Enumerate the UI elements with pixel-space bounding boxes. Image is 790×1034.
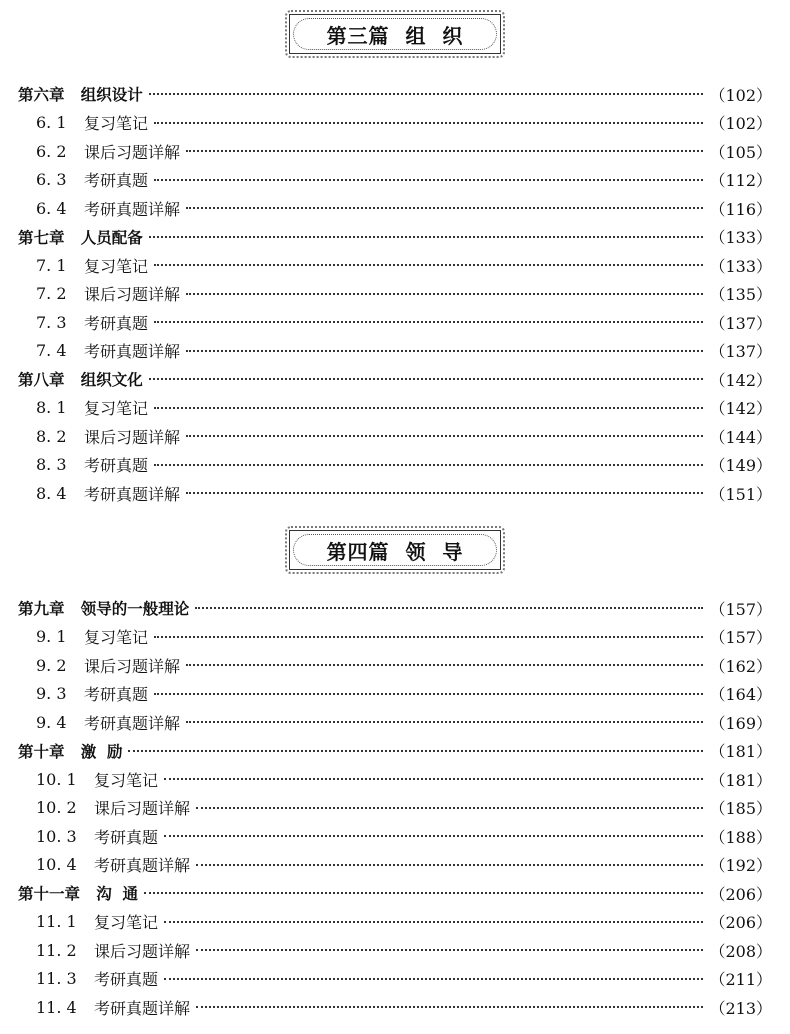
toc-section-row[interactable] [18, 680, 772, 709]
toc-section-row[interactable] [18, 965, 772, 994]
page-number: （192） [709, 856, 772, 876]
toc-chapter-row[interactable] [18, 879, 772, 908]
part-title: 第四篇 领 导 [326, 539, 464, 564]
page-number: （213） [709, 998, 772, 1018]
section-number: 6. 4 [36, 198, 67, 218]
dot-leader [154, 175, 703, 181]
section-title: 考研真题详解 [84, 342, 181, 362]
dot-leader [154, 403, 703, 409]
section-title: 考研真题详解 [84, 484, 181, 504]
toc-part-3 [18, 80, 772, 508]
page-number: （142） [709, 370, 772, 390]
dot-leader [196, 945, 703, 951]
dot-leader [196, 1002, 703, 1008]
page-number: （116） [709, 199, 772, 219]
chapter-title: 第八章 组织文化 [18, 371, 143, 390]
section-title: 课后习题详解 [84, 285, 181, 305]
section-number: 7. 2 [36, 284, 67, 304]
page-number: （188） [709, 827, 772, 847]
section-number: 8. 2 [36, 426, 67, 446]
dot-leader [164, 774, 703, 780]
toc-chapter-row[interactable] [18, 594, 772, 623]
page-number: （181） [709, 770, 772, 790]
dot-leader [154, 118, 703, 124]
section-number: 9. 4 [36, 712, 67, 732]
chapter-title: 第九章 领导的一般理论 [18, 600, 190, 619]
section-title: 考研真题详解 [94, 998, 191, 1018]
page-number: （102） [709, 114, 772, 134]
dot-leader [154, 460, 703, 466]
dot-leader [186, 660, 703, 666]
page-number: （208） [709, 941, 772, 961]
toc-chapter-row[interactable] [18, 737, 772, 766]
section-number: 11. 1 [36, 912, 77, 932]
dot-leader [186, 146, 703, 152]
page-number: （169） [709, 713, 772, 733]
section-number: 10. 4 [36, 855, 77, 875]
dot-leader [164, 974, 703, 980]
toc-chapter-row[interactable] [18, 365, 772, 394]
dot-leader [195, 603, 703, 609]
section-title: 课后习题详解 [94, 941, 191, 961]
dot-leader [186, 488, 703, 494]
dot-leader [149, 89, 704, 95]
chapter-title: 第六章 组织设计 [18, 86, 143, 105]
page-number: （162） [709, 656, 772, 676]
dot-leader [186, 431, 703, 437]
section-number: 7. 4 [36, 341, 67, 361]
toc-section-row[interactable] [18, 822, 772, 851]
part-banner-4 [289, 530, 501, 570]
part-banner-3 [289, 14, 501, 54]
toc-section-row[interactable] [18, 280, 772, 309]
dot-leader [196, 803, 703, 809]
section-title: 复习笔记 [94, 913, 159, 933]
section-title: 复习笔记 [84, 628, 149, 648]
page-number: （164） [709, 685, 772, 705]
toc-section-row[interactable] [18, 651, 772, 680]
section-number: 7. 3 [36, 312, 67, 332]
section-number: 10. 3 [36, 826, 77, 846]
page-number: （105） [709, 142, 772, 162]
section-number: 9. 3 [36, 684, 67, 704]
section-number: 7. 1 [36, 255, 67, 275]
dot-leader [186, 289, 703, 295]
toc-section-row[interactable] [18, 479, 772, 508]
toc-section-row[interactable] [18, 194, 772, 223]
page-number: （137） [709, 342, 772, 362]
page-number: （185） [709, 799, 772, 819]
page-number: （206） [709, 913, 772, 933]
page-number: （102） [709, 85, 772, 105]
section-number: 10. 1 [36, 769, 77, 789]
toc-section-row[interactable] [18, 394, 772, 423]
section-title: 考研真题 [94, 827, 159, 847]
toc-section-row[interactable] [18, 337, 772, 366]
dot-leader [186, 346, 703, 352]
section-number: 9. 1 [36, 627, 67, 647]
section-title: 复习笔记 [84, 399, 149, 419]
section-title: 考研真题 [84, 685, 149, 705]
dot-leader [164, 831, 703, 837]
page-number: （149） [709, 456, 772, 476]
section-number: 6. 1 [36, 113, 67, 133]
chapter-title: 第十一章 沟 通 [18, 885, 138, 904]
dot-leader [149, 232, 704, 238]
page-number: （133） [709, 228, 772, 248]
section-number: 9. 2 [36, 655, 67, 675]
section-title: 考研真题详解 [84, 199, 181, 219]
dot-leader [144, 888, 703, 894]
dot-leader [186, 203, 703, 209]
toc-section-row[interactable] [18, 137, 772, 166]
toc-section-row[interactable] [18, 623, 772, 652]
toc-part-4 [18, 594, 772, 1022]
page-number: （144） [709, 427, 772, 447]
page-number: （135） [709, 285, 772, 305]
dot-leader [154, 260, 703, 266]
section-number: 6. 2 [36, 141, 67, 161]
section-number: 6. 3 [36, 170, 67, 190]
section-number: 8. 1 [36, 398, 67, 418]
toc-chapter-row[interactable] [18, 80, 772, 109]
section-title: 复习笔记 [84, 114, 149, 134]
toc-section-row[interactable] [18, 993, 772, 1022]
section-title: 考研真题详解 [84, 713, 181, 733]
dot-leader [196, 860, 703, 866]
section-title: 课后习题详解 [84, 142, 181, 162]
page-number: （137） [709, 313, 772, 333]
page-number: （133） [709, 256, 772, 276]
toc-section-row[interactable] [18, 422, 772, 451]
page-number: （112） [709, 171, 772, 191]
section-number: 8. 4 [36, 483, 67, 503]
toc-section-row[interactable] [18, 251, 772, 280]
toc-section-row[interactable] [18, 908, 772, 937]
section-number: 8. 3 [36, 455, 67, 475]
dot-leader [164, 917, 703, 923]
page-number: （181） [709, 742, 772, 762]
toc-section-row[interactable] [18, 451, 772, 480]
toc-section-row[interactable] [18, 109, 772, 138]
section-title: 考研真题 [84, 313, 149, 333]
toc-section-row[interactable] [18, 851, 772, 880]
page-number: （206） [709, 884, 772, 904]
section-title: 考研真题 [94, 970, 159, 990]
section-title: 复习笔记 [94, 770, 159, 790]
toc-section-row[interactable] [18, 936, 772, 965]
page-number: （157） [709, 599, 772, 619]
dot-leader [154, 689, 703, 695]
toc-section-row[interactable] [18, 794, 772, 823]
section-number: 11. 4 [36, 997, 77, 1017]
section-title: 考研真题 [84, 456, 149, 476]
page-number: （151） [709, 484, 772, 504]
dot-leader [154, 317, 703, 323]
section-number: 11. 2 [36, 940, 77, 960]
section-title: 课后习题详解 [94, 799, 191, 819]
section-title: 考研真题详解 [94, 856, 191, 876]
section-title: 复习笔记 [84, 256, 149, 276]
page-number: （142） [709, 399, 772, 419]
chapter-title: 第十章 激 励 [18, 742, 123, 761]
section-title: 课后习题详解 [84, 427, 181, 447]
section-title: 考研真题 [84, 171, 149, 191]
toc-chapter-row[interactable] [18, 223, 772, 252]
part-title: 第三篇 组 织 [326, 23, 464, 48]
dot-leader [154, 632, 703, 638]
section-number: 10. 2 [36, 798, 77, 818]
toc-section-row[interactable] [18, 308, 772, 337]
toc-section-row[interactable] [18, 765, 772, 794]
section-number: 11. 3 [36, 969, 77, 989]
dot-leader [149, 374, 704, 380]
page-number: （157） [709, 628, 772, 648]
dot-leader [186, 717, 703, 723]
chapter-title: 第七章 人员配备 [18, 228, 143, 247]
dot-leader [128, 746, 703, 752]
toc-section-row[interactable] [18, 708, 772, 737]
toc-section-row[interactable] [18, 166, 772, 195]
section-title: 课后习题详解 [84, 656, 181, 676]
page-number: （211） [709, 970, 772, 990]
